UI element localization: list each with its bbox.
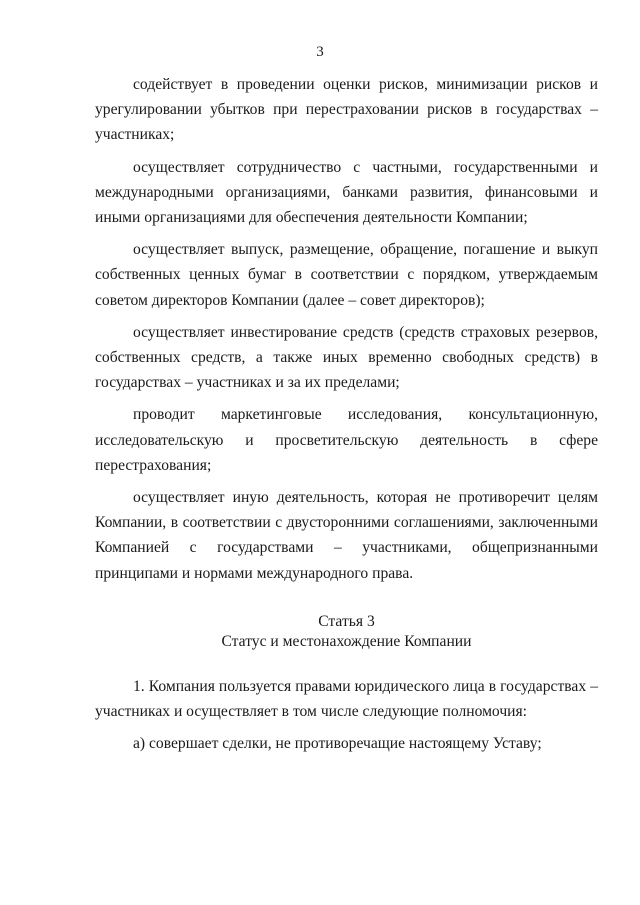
article-title: Статус и местонахождение Компании — [221, 632, 472, 650]
paragraph-risk-assessment: содействует в проведении оценки рисков, минимизации рисков и урегулировании убытков при перестраховании рисков в государствах – участниках; — [95, 76, 598, 144]
document-body — [95, 72, 598, 763]
article-heading — [95, 612, 598, 652]
paragraph-cooperation: осуществляет сотрудничество с частными, государственными и международными организациями, банками развития, финансовыми и иными организациями для обеспечения деятельности Компании; — [95, 158, 598, 227]
clause-transactions: а) совершает сделки, не противоречащие настоящему Уставу; — [133, 735, 542, 753]
paragraph-investment: осуществляет инвестирование средств (средств страховых резервов, собственных средств, а также иных временно свободных средств) в государствах – участниках и за их пределами; — [95, 323, 598, 392]
paragraph-securities: осуществляет выпуск, размещение, обращение, погашение и выкуп собственных ценных бумаг в соответствии с порядком, утверждаемым советом директоров Компании (далее – совет директоров); — [95, 241, 598, 309]
article-number: Статья 3 — [318, 612, 375, 630]
clause-legal-status: 1. Компания пользуется правами юридического лица в государствах – участниках и осуществляет в том числе следующие полномочия: — [95, 677, 598, 721]
paragraph-other-activity: осуществляет иную деятельность, которая не противоречит целям Компании, в соответствии с двусторонними соглашениями, заключенными Компанией с государствами – участниками, общепризнанными принципами и нормами международного права. — [95, 489, 598, 582]
paragraph-marketing: проводит маркетинговые исследования, консультационную, исследовательскую и просветительскую деятельность в сфере перестрахования; — [95, 406, 598, 474]
page-number: 3 — [316, 44, 324, 60]
